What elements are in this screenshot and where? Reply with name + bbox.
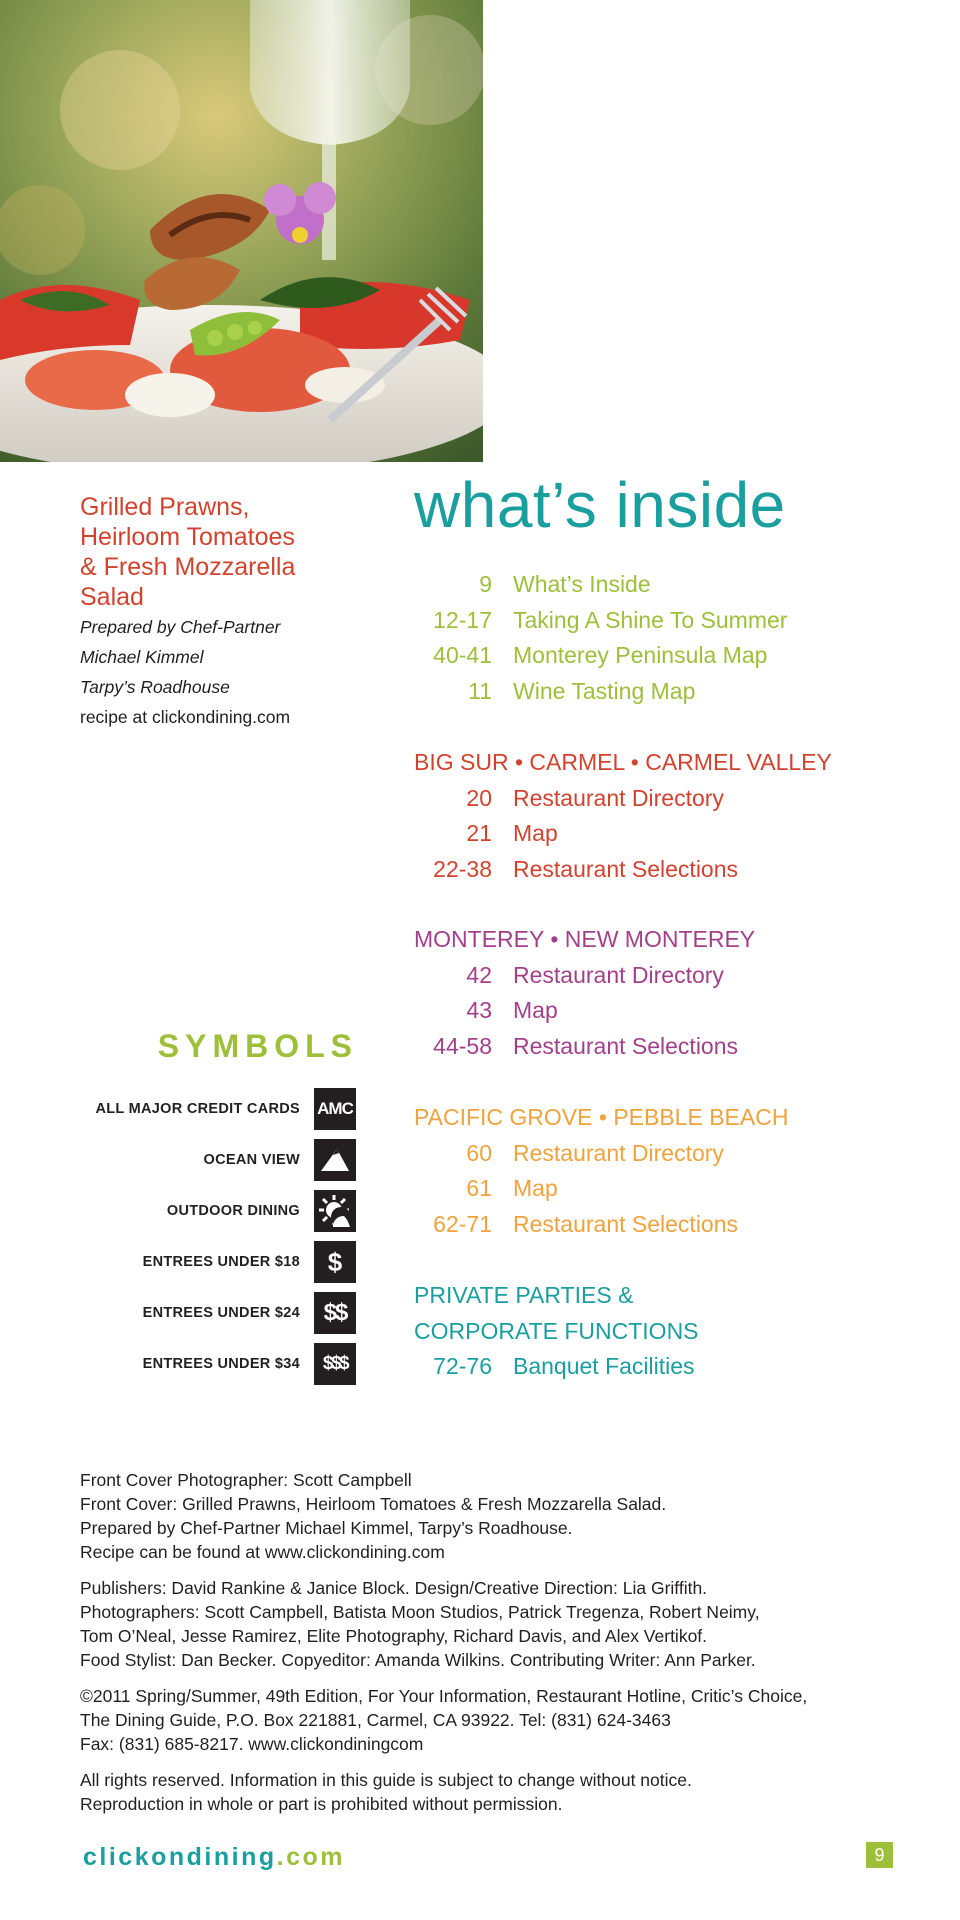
credit-line: Reproduction in whole or part is prohibited without permission. [80, 1794, 563, 1814]
credit-line: Prepared by Chef-Partner Michael Kimmel, Tarpy’s Roadhouse. [80, 1518, 573, 1538]
toc-label: Wine Tasting Map [513, 677, 696, 704]
toc-page: 43 [466, 997, 492, 1023]
toc-row[interactable] [414, 567, 914, 603]
toc-row[interactable] [414, 816, 914, 852]
toc-intro [414, 567, 914, 709]
symbol-label: ENTREES UNDER $18 [142, 1254, 300, 1270]
credit-line: Front Cover Photographer: Scott Campbell [80, 1470, 412, 1490]
staff-credits [80, 1576, 940, 1672]
toc-page: 42 [466, 961, 492, 988]
credit-cards-icon: AMC [314, 1088, 356, 1130]
credit-line: The Dining Guide, P.O. Box 221881, Carmel, CA 93922. Tel: (831) 624-3463 [80, 1710, 671, 1730]
grilled-prawn-salad-image [0, 0, 483, 462]
symbol-row [60, 1190, 356, 1232]
symbol-label: OCEAN VIEW [203, 1152, 300, 1168]
credit-line: Recipe can be found at www.clickondining.com [80, 1542, 445, 1562]
toc-page: 72-76 [433, 1353, 492, 1379]
toc-page: 22-38 [433, 855, 492, 882]
edition-info [80, 1684, 940, 1756]
dollar-three-icon: $$$ [314, 1343, 356, 1385]
toc-label: Restaurant Directory [513, 961, 724, 988]
page-title: what’s inside [414, 469, 786, 541]
toc-label: Banquet Facilities [513, 1353, 695, 1379]
symbol-label: OUTDOOR DINING [166, 1203, 300, 1219]
toc-section-pacific-grove [414, 1100, 914, 1242]
dollar-one-icon: $ [314, 1241, 356, 1283]
toc-page: 44-58 [433, 1032, 492, 1059]
toc-page: 9 [479, 571, 492, 597]
toc-label: Restaurant Selections [513, 855, 739, 882]
toc-row[interactable] [414, 852, 914, 888]
credit-line: Fax: (831) 685-8217. www.clickondiningcom [80, 1734, 424, 1754]
site-url[interactable] [83, 1843, 345, 1872]
food-photo [0, 0, 483, 462]
toc-row[interactable] [414, 781, 914, 817]
credits-block [80, 1468, 940, 1828]
toc-page: 12-17 [433, 606, 492, 633]
toc-section-heading: MONTEREY • NEW MONTEREY [414, 926, 756, 952]
toc-row[interactable] [414, 1349, 914, 1385]
toc-label: Restaurant Directory [513, 784, 724, 811]
toc-section-heading: PACIFIC GROVE • PEBBLE BEACH [414, 1104, 789, 1130]
toc-section-heading: PRIVATE PARTIES & [414, 1282, 634, 1308]
toc-label: What’s Inside [513, 571, 651, 597]
toc-page: 62-71 [433, 1210, 492, 1237]
toc-label: Restaurant Directory [513, 1139, 724, 1166]
toc-page: 20 [466, 784, 492, 811]
toc-label: Taking A Shine To Summer [513, 606, 788, 633]
symbol-label: ENTREES UNDER $24 [142, 1305, 300, 1321]
credit-line: ©2011 Spring/Summer, 49th Edition, For Your Information, Restaurant Hotline, Critic’s Choice, [80, 1686, 808, 1706]
dollar-two-icon: $$ [314, 1292, 356, 1334]
toc-section-heading: BIG SUR • CARMEL • CARMEL VALLEY [414, 749, 832, 775]
toc-label: Restaurant Selections [513, 1210, 739, 1237]
credit-line: All rights reserved. Information in this guide is subject to change without notice. [80, 1770, 692, 1790]
dish-name [80, 492, 380, 612]
toc-row[interactable] [414, 1136, 914, 1172]
credit-line: Photographers: Scott Campbell, Batista Moon Studios, Patrick Tregenza, Robert Neimy, [80, 1602, 760, 1622]
symbol-row [60, 1343, 356, 1385]
symbol-label: ALL MAJOR CREDIT CARDS [95, 1101, 300, 1117]
symbols-title: SYMBOLS [157, 1028, 358, 1064]
credit-line: Food Stylist: Dan Becker. Copyeditor: Amanda Wilkins. Contributing Writer: Ann Parker. [80, 1650, 756, 1670]
dish-name-line: Salad [80, 583, 144, 611]
site-tld: .com [276, 1843, 345, 1871]
toc-label: Map [513, 820, 558, 846]
photo-caption [80, 492, 380, 732]
toc-section-monterey [414, 922, 914, 1064]
rights-notice [80, 1768, 940, 1816]
sun-icon [314, 1190, 356, 1232]
toc-page: 61 [466, 1175, 492, 1201]
dish-name-line: & Fresh Mozzarella [80, 553, 296, 581]
recipe-link-text: recipe at clickondining.com [80, 707, 291, 727]
symbol-row [60, 1292, 356, 1334]
page-number-badge: 9 [866, 1842, 893, 1868]
dish-name-line: Grilled Prawns, [80, 493, 250, 521]
symbol-row [60, 1139, 356, 1181]
toc-row[interactable] [414, 638, 914, 674]
symbol-label: ENTREES UNDER $34 [142, 1356, 300, 1372]
toc-row[interactable] [414, 1029, 914, 1065]
toc-label: Restaurant Selections [513, 1032, 739, 1059]
credit-line: Publishers: David Rankine & Janice Block. Design/Creative Direction: Lia Griffith. [80, 1578, 708, 1598]
credit-line: Front Cover: Grilled Prawns, Heirloom Tomatoes & Fresh Mozzarella Salad. [80, 1494, 667, 1514]
toc-row[interactable] [414, 1171, 914, 1207]
chef-credit-line: Michael Kimmel [80, 647, 204, 667]
toc-section-big-sur [414, 745, 914, 887]
chef-credit-line: Prepared by Chef-Partner [80, 617, 281, 637]
toc-row[interactable] [414, 993, 914, 1029]
toc-page: 40-41 [433, 642, 492, 668]
site-name: clickondining [83, 1843, 277, 1871]
symbol-row [60, 1241, 356, 1283]
cover-credits [80, 1468, 940, 1564]
toc-page: 21 [466, 820, 492, 846]
toc-row[interactable] [414, 603, 914, 639]
toc-label: Monterey Peninsula Map [513, 642, 768, 668]
toc-section-heading: CORPORATE FUNCTIONS [414, 1317, 699, 1344]
toc-row[interactable] [414, 674, 914, 710]
toc-section-private-parties [414, 1278, 914, 1385]
toc-page: 11 [468, 677, 492, 704]
symbol-row [60, 1088, 356, 1130]
toc-label: Map [513, 997, 558, 1023]
toc-row[interactable] [414, 1207, 914, 1243]
credit-line: Tom O’Neal, Jesse Ramirez, Elite Photography, Richard Davis, and Alex Vertikof. [80, 1626, 708, 1646]
chef-credit-line: Tarpy’s Roadhouse [80, 677, 230, 697]
toc-page: 60 [466, 1139, 492, 1166]
dish-name-line: Heirloom Tomatoes [80, 523, 295, 551]
mountain-icon [314, 1139, 356, 1181]
toc-label: Map [513, 1175, 558, 1201]
toc-row[interactable] [414, 958, 914, 994]
